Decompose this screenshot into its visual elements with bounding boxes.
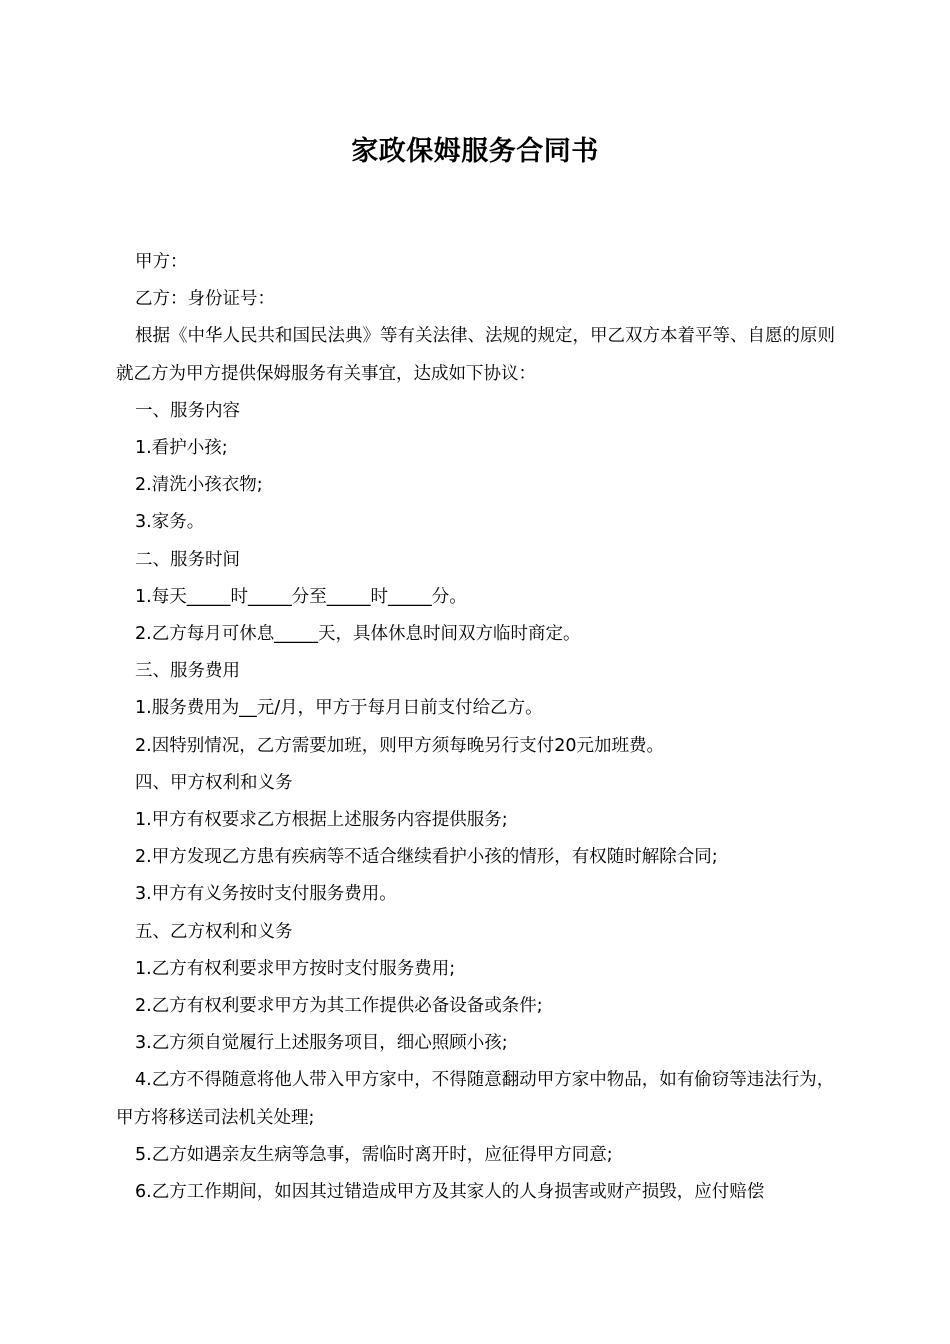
clause-item: 1.乙方有权利要求甲方按时支付服务费用; xyxy=(135,958,456,979)
clause-item: 3.甲方有义务按时支付服务费用。 xyxy=(135,884,397,905)
clause-item: 2.清洗小孩衣物; xyxy=(135,475,263,496)
party-a-line: 甲方： xyxy=(135,252,188,272)
clause-item: 2.乙方每月可休息_____天，具体休息时间双方临时商定。 xyxy=(135,624,581,645)
party-b-line: 乙方：身份证号： xyxy=(135,289,275,310)
document-title: 家政保姆服务合同书 xyxy=(351,136,599,167)
section-heading-service-fee: 三、服务费用 xyxy=(135,661,240,682)
clause-item: 2.甲方发现乙方患有疾病等不适合继续看护小孩的情形，有权随时解除合同; xyxy=(135,847,718,868)
clause-item: 2.乙方有权利要求甲方为其工作提供必备设备或条件; xyxy=(135,996,543,1017)
clause-item: 1.甲方有权要求乙方根据上述服务内容提供服务; xyxy=(135,810,508,831)
clause-item: 3.家务。 xyxy=(135,512,205,533)
clause-item: 2.因特别情况，乙方需要加班，则甲方须每晚另行支付20元加班费。 xyxy=(135,735,664,756)
section-heading-party-a-rights: 四、甲方权利和义务 xyxy=(135,772,293,793)
clause-item: 4.乙方不得随意将他人带入甲方家中，不得随意翻动甲方家中物品，如有偷窃等违法行为，甲方将移送司法机关处理; xyxy=(116,1070,835,1128)
clause-item: 6.乙方工作期间，如因其过错造成甲方及其家人的人身损害或财产损毁，应付赔偿 xyxy=(135,1182,765,1203)
clause-item: 5.乙方如遇亲友生病等急事，需临时离开时，应征得甲方同意; xyxy=(135,1144,613,1165)
section-heading-party-b-rights: 五、乙方权利和义务 xyxy=(135,921,293,942)
clause-item: 1.每天_____时_____分至_____时_____分。 xyxy=(135,586,467,607)
section-heading-service-content: 一、服务内容 xyxy=(135,400,240,421)
section-heading-service-time: 二、服务时间 xyxy=(135,549,240,570)
preamble-paragraph: 根据《中华人民共和国民法典》等有关法律、法规的规定，甲乙双方本着平等、自愿的原则就乙方为甲方提供保姆服务有关事宜，达成如下协议： xyxy=(116,326,835,384)
clause-item: 3.乙方须自觉履行上述服务项目，细心照顾小孩; xyxy=(135,1033,508,1054)
document-body xyxy=(116,244,836,1211)
clause-item: 1.看护小孩; xyxy=(135,438,228,459)
clause-item: 1.服务费用为__元/月，甲方于每月日前支付给乙方。 xyxy=(135,698,543,719)
